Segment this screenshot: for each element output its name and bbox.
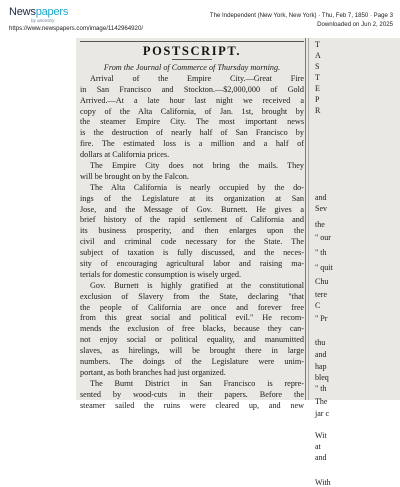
adjacent-column-fragment: thu <box>315 338 326 347</box>
adjacent-column-fragment: hap <box>315 362 327 371</box>
article-line: civil and criminal code necessary for the State. The <box>80 237 304 247</box>
downloaded-line: Downloaded on Jun 2, 2025 <box>317 21 393 28</box>
adjacent-column-fragment: " our <box>315 233 331 242</box>
page-header <box>0 0 400 38</box>
article-body <box>80 63 304 412</box>
article-line: slaves, as hirelings, will be brought there in large <box>80 346 304 356</box>
article-line: Jose, and the Message of Gov. Burnett. He gives a <box>80 204 304 214</box>
adjacent-column-fragment: C <box>315 301 321 310</box>
adjacent-column-fragment: Wit <box>315 431 327 440</box>
adjacent-column-fragment: and <box>315 350 327 359</box>
logo-wordmark <box>9 6 68 18</box>
adjacent-column-fragment: Sev <box>315 204 327 213</box>
adjacent-column-fragment: The <box>315 397 328 406</box>
article-line: The Alta California is nearly occupied by the do- <box>90 182 304 192</box>
article-line: in San Francisco and Stockton.—$2,000,000 of Gold <box>80 84 304 94</box>
adjacent-column-fragment: the <box>315 220 325 229</box>
article-line: From the Journal of Commerce of Thursday morning. <box>103 63 281 72</box>
adjacent-column-fragment: With <box>315 478 331 487</box>
adjacent-column-fragment: A <box>315 51 321 60</box>
publication-line: The Independent (New York, New York) · Thu, Feb 7, 1850 · Page 3 <box>209 12 393 19</box>
column-divider-secondary <box>308 38 309 400</box>
image-url[interactable]: https://www.newspapers.com/image/1142964920/ <box>9 25 144 32</box>
article-line: mends the exclusion of free blacks, because they can- <box>80 324 304 334</box>
article-column <box>80 38 304 410</box>
article-line: copy of the Alta California, of Jan. 1st, brought by <box>80 106 304 116</box>
headline-rule <box>172 59 212 60</box>
article-line: subject of taxation is fully discussed, and the neces- <box>80 248 304 258</box>
adjacent-column-fragment: " th <box>315 248 327 257</box>
article-line: the people of California are once and forever free <box>80 302 304 312</box>
adjacent-column-fragment: at <box>315 442 321 451</box>
adjacent-column-fragment: " th <box>315 384 327 393</box>
article-line: ings of the Legislature at its organization at San <box>80 193 304 203</box>
article-line: dollars at California prices. <box>80 150 170 160</box>
article-line: not enjoy social or political equality, and manumitted <box>80 335 304 345</box>
logo-word-news: News <box>9 6 36 18</box>
adjacent-column-fragment: bleq <box>315 373 329 382</box>
adjacent-column-fragment: T <box>315 73 320 82</box>
adjacent-column-fragment: and <box>315 193 327 202</box>
logo-tagline: by ancestry <box>31 18 55 23</box>
article-line: terials for domestic consumption is wisely urged. <box>80 269 242 279</box>
article-line: from this great social and political evil." He recom- <box>80 313 304 323</box>
article-line: portant, as both branches had just organized. <box>80 367 226 377</box>
newspaper-scan <box>76 38 400 487</box>
adjacent-column-fragment: Chu <box>315 277 329 286</box>
article-line: The Burnt District in San Francisco is repre- <box>90 378 304 388</box>
adjacent-column-fragment: E <box>315 84 320 93</box>
article-line: its business prosperity, and then enlarges upon the <box>80 226 304 236</box>
article-line: fire. The estimated loss is a million and a half of <box>80 139 304 149</box>
adjacent-column-fragment: " quit <box>315 263 333 272</box>
article-headline: POSTSCRIPT. <box>142 44 242 58</box>
article-line: sented by wood-cuts in their papers. Before the <box>80 389 304 399</box>
adjacent-column-fragment: S <box>315 62 320 71</box>
article-line: Gov. Burnett is highly gratified at the constitutional <box>90 280 304 290</box>
column-top-rule <box>80 41 304 42</box>
column-divider <box>305 38 306 400</box>
article-line: numbers. The doings of the Legislature were unim- <box>80 357 304 367</box>
article-line: exclusion of Slavery from the State, declaring "that <box>80 291 304 301</box>
adjacent-column-fragment: T <box>315 40 320 49</box>
adjacent-column-fragment: R <box>315 106 321 115</box>
adjacent-column-fragment: and <box>315 453 327 462</box>
article-line: is the destruction of nearly half of San Francisco by <box>80 128 304 138</box>
newspapers-logo[interactable] <box>9 6 69 26</box>
adjacent-column <box>312 38 400 487</box>
article-line: steamer sailed the ruins were cleared up, and new <box>80 400 304 410</box>
adjacent-column-fragment: " Pr <box>315 314 328 323</box>
article-line: sity of encouraging agricultural labor and raising ma- <box>80 259 304 269</box>
article-line: brief history of the rapid settlement of California and <box>80 215 304 225</box>
adjacent-column-fragment: P <box>315 95 320 104</box>
adjacent-column-fragment: tere <box>315 290 327 299</box>
adjacent-column-fragment: jar c <box>315 409 329 418</box>
logo-word-papers: papers <box>35 6 69 18</box>
article-line: Arrival of the Empire City.—Great Fire <box>90 73 304 83</box>
article-line: the steamer Empire City. The most important news <box>80 117 304 127</box>
article-line: will be brought on by the Falcon. <box>80 171 189 181</box>
article-line: Arrived.—At a late hour last night we received a <box>80 95 304 105</box>
article-line: The Empire City does not bring the mails. They <box>90 161 304 171</box>
